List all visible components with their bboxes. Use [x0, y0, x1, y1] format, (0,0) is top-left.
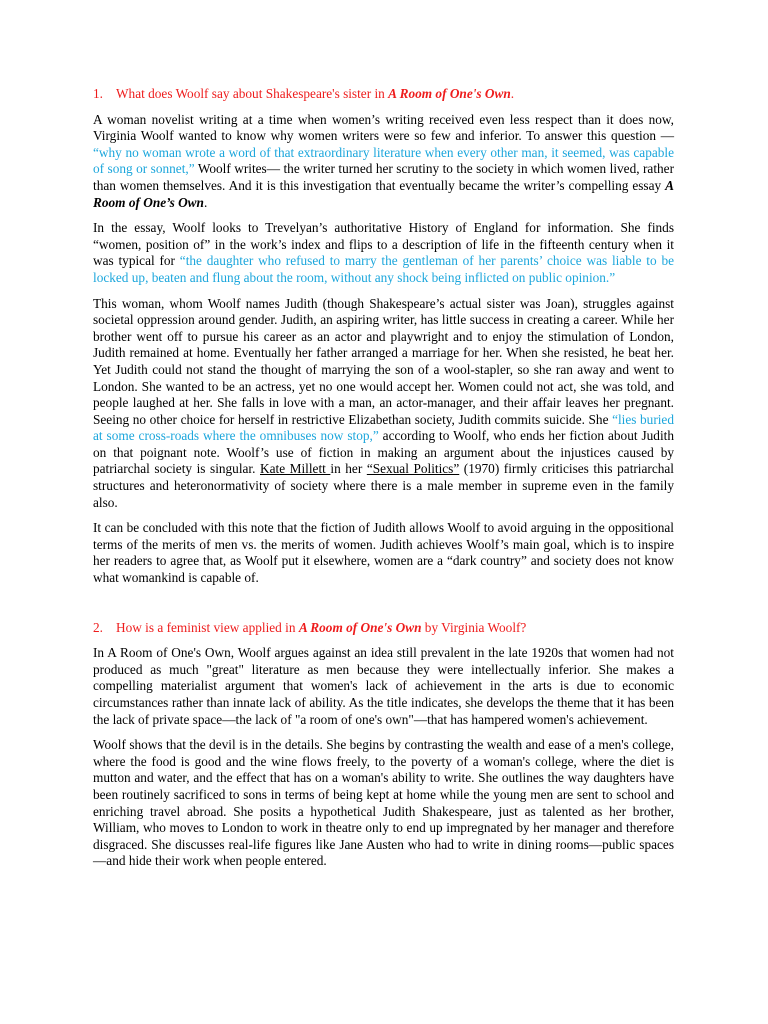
paragraph-4 — [93, 520, 674, 586]
question-2-text: How is a feminist view applied in — [116, 619, 299, 635]
paragraph-1-quote: “why no woman wrote a word of that extraordinary literature when every other man, it seemed, was capable of song or sonnet,” — [93, 144, 674, 177]
kate-millett-link[interactable]: Kate Millett — [260, 461, 331, 477]
question-1-heading — [93, 86, 674, 103]
question-1-title: A Room of One's Own — [388, 86, 511, 101]
paragraph-3-text-3: in her — [330, 461, 367, 477]
question-1-text: What does Woolf say about Shakespeare's sister in — [116, 86, 389, 101]
paragraph-3-quote: “lies buried at some cross-roads where the omnibuses now stop,” — [93, 411, 674, 444]
paragraph-5 — [93, 645, 674, 728]
paragraph-3-text: This woman, whom Woolf names Judith (though Shakespeare’s actual sister was Joan), struggles against societal oppression around gender. Judith, an aspiring writer, has little success in creating a career. While her brother went off to pursue his career as an actor and playwright and to enjoy the stimulation of London, Judith remained at home. Eventually her father arranged a marriage for her. When she resisted, he beat her. Yet Judith could not stand the thought of marrying the son of a wool-stapler, so she ran away and went to London. She wanted to be an actress, yet no one would accept her. Women could not act, she was told, and people laughed at her. She falls in love with a man, an actor-manager, and their affair leaves her pregnant. Seeing no other choice for herself in restrictive Elizabethan society, Judith commits suicide. She — [93, 295, 674, 427]
document-page — [93, 86, 674, 879]
paragraph-2 — [93, 220, 674, 286]
question-2-number: 2. — [93, 619, 103, 635]
paragraph-6-text: Woolf shows that the devil is in the details. She begins by contrasting the wealth and ease of a men's college, where the food is good and the wine flows freely, to the poverty of a woman's college, where the diet is mutton and water, and the effect that has on a woman's ability to write. She outlines the way daughters have been routinely sacrificed to sons in terms of being kept at home while the young men are sent to school and enriching travel abroad. She posits a hypothetical Judith Shakespeare, just as talented as her brother, William, who moves to London to work in theatre only to end up impregnated by her manager and therefore disgraced. She discusses real-life figures like Jane Austen who had to write in dining rooms—public spaces—and hide their work when people entered. — [93, 737, 674, 869]
paragraph-1-essay-title: A Room of One’s Own — [93, 177, 674, 210]
sexual-politics-link[interactable]: “Sexual Politics” — [366, 461, 460, 477]
paragraph-4-text: It can be concluded with this note that the fiction of Judith allows Woolf to avoid arguing in the oppositional terms of the merits of men vs. the merits of women. Judith achieves Woolf’s main goal, which is to inspire her readers to agree that, as Woolf put it elsewhere, women are a “dark country” and society does not know what womankind is capable of. — [93, 520, 674, 586]
question-2-end: by Virginia Woolf? — [421, 619, 527, 635]
paragraph-2-text: In the essay, Woolf looks to Trevelyan’s authoritative History of England for information. She finds “women, position of” in the work’s index and flips to a description of life in the fifteenth century when it was typical for — [93, 220, 674, 269]
question-2-title: A Room of One's Own — [298, 619, 422, 635]
paragraph-6 — [93, 737, 674, 870]
question-1-number: 1. — [93, 86, 103, 101]
question-1-end: . — [510, 86, 515, 101]
paragraph-3-text-2: according to Woolf, who ends her fiction about Judith on that poignant note. Woolf’s use of fiction in making an argument about the injustices caused by patriarchal society is singular. — [93, 428, 674, 477]
paragraph-3 — [93, 296, 674, 512]
paragraph-1-text: A woman novelist writing at a time when women’s writing received even less respect than it does now, Virginia Woolf wanted to know why women writers were so few and inferior. To answer this question — — [93, 111, 674, 144]
paragraph-1-end: . — [203, 194, 208, 210]
paragraph-2-quote: “the daughter who refused to marry the gentleman of her parents’ choice was liable to be locked up, beaten and flung about the room, without any shock being inflicted on public opinion.” — [93, 253, 674, 285]
paragraph-1-text-2: Woolf writes— the writer turned her scrutiny to the society in which women lived, rather than women themselves. And it is this investigation that eventually became the writer’s compelling essay — [93, 161, 675, 193]
paragraph-5-text: In A Room of One's Own, Woolf argues against an idea still prevalent in the late 1920s that women had not produced as much "great" literature as men because they were intellectually inferior. She makes a compelling materialist argument that women's lack of achievement in the arts is due to economic circumstances rather than innate lack of ability. As the title indicates, she develops the theme that it has been the lack of private space—the lack of "a room of one's own"—that has hampered women's achievement. — [93, 645, 674, 727]
paragraph-3-text-4: (1970) firmly criticises this patriarchal structures and heteronormativity of society where there is a male member in supreme even in the family also. — [93, 461, 674, 510]
question-2-heading — [93, 620, 674, 637]
paragraph-1 — [93, 112, 674, 212]
